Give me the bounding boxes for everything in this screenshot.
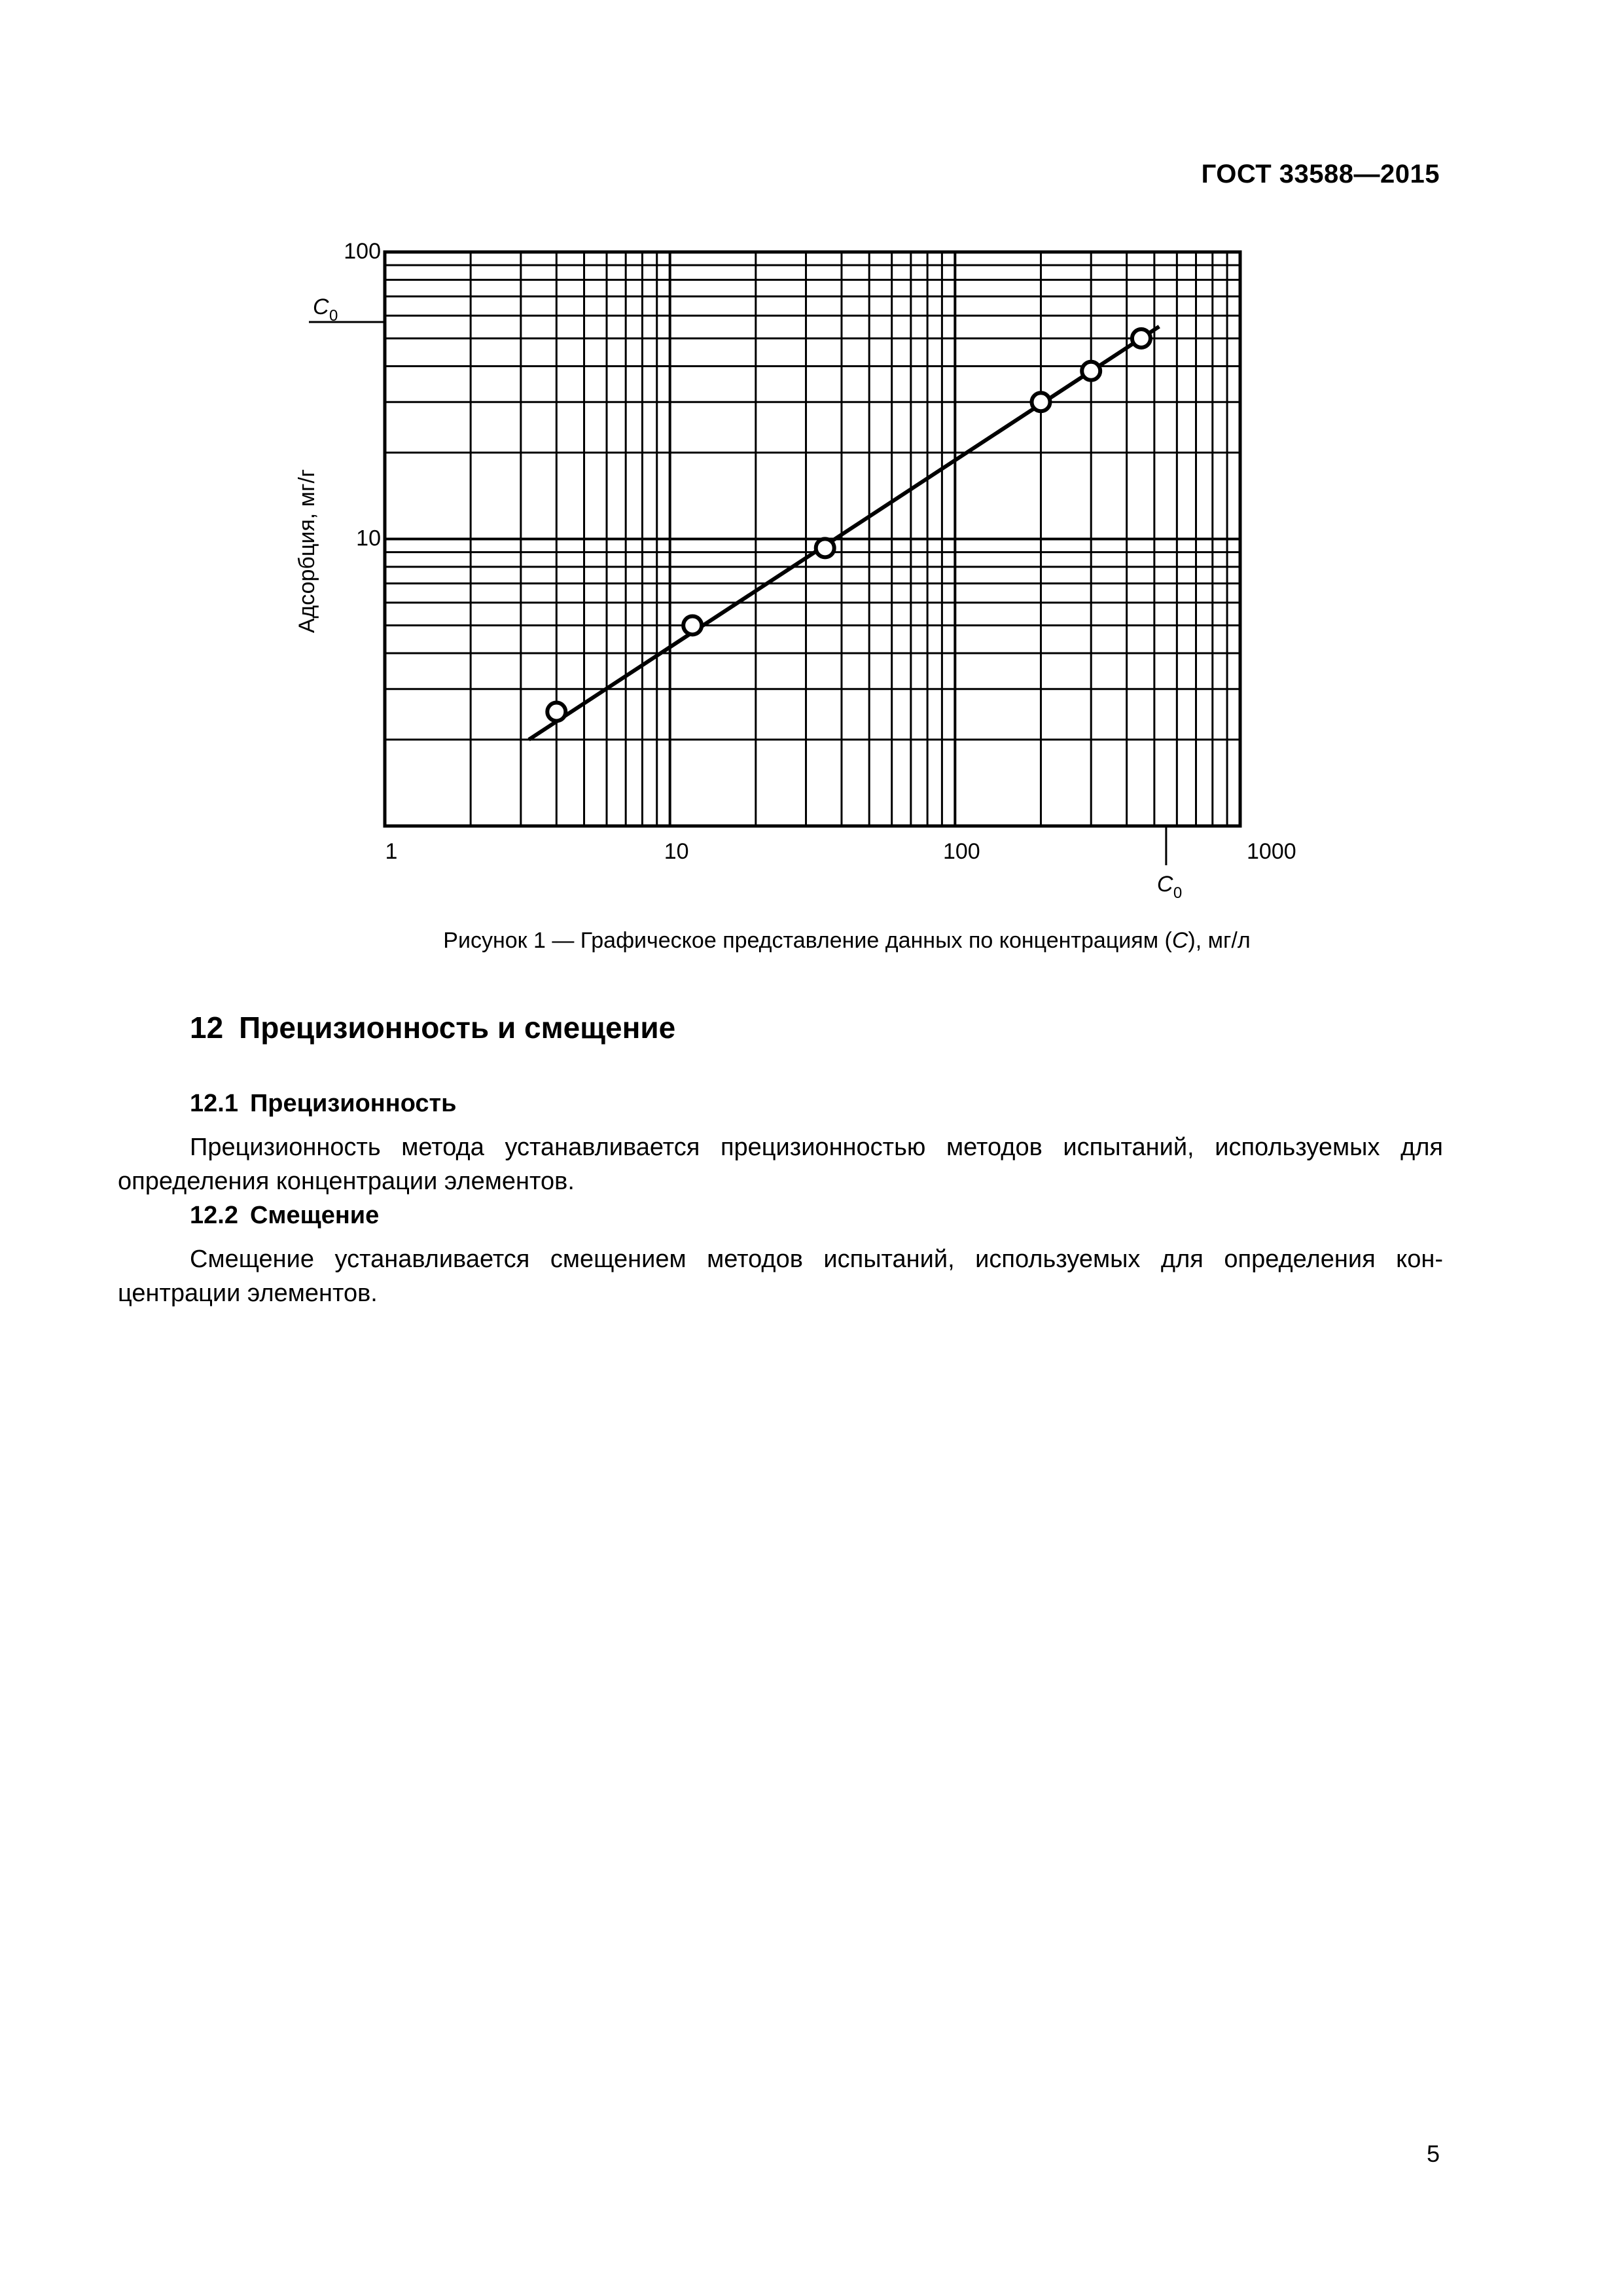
x-tick-label: 100 <box>942 839 980 864</box>
y-tick-label: 100 <box>344 239 381 264</box>
section-12-2-paragraph: Смещение устанавливается смещением методов испытаний, используемых для определения концентрации элементов. <box>118 1246 1443 1307</box>
c0-y-subscript: 0 <box>329 307 338 325</box>
c0-y-label: C <box>313 295 329 320</box>
data-points <box>547 329 1150 721</box>
x-tick-label: 10 <box>664 839 689 864</box>
y-tick-label: 10 <box>356 526 381 551</box>
caption-suffix: ), мг/л <box>1188 928 1251 953</box>
adsorption-chart <box>0 0 1623 916</box>
fit-line-group <box>529 327 1159 740</box>
data-point <box>1132 329 1150 348</box>
c0-x-label: C <box>1156 872 1173 897</box>
data-point <box>1082 362 1100 380</box>
section-12-2-number: 12.2 <box>190 1202 238 1229</box>
c0-x-subscript: 0 <box>1173 884 1183 902</box>
fit-line <box>529 327 1159 740</box>
page-number: 5 <box>1426 2140 1440 2167</box>
section-12-1-title: Прецизионность <box>249 1090 457 1117</box>
section-12-1-heading <box>190 1090 457 1118</box>
x-tick-label: 1 <box>385 839 398 864</box>
document-id-header: ГОСТ 33588—2015 <box>1201 160 1440 188</box>
chart-grid <box>385 252 1240 826</box>
figure-caption <box>0 928 1623 954</box>
data-point <box>683 617 702 635</box>
section-12-2-title: Смещение <box>249 1202 380 1229</box>
section-12-title: Прецизионность и смещение <box>239 1011 676 1045</box>
x-tick-label: 1000 <box>1247 839 1296 864</box>
data-point <box>816 539 834 557</box>
data-point <box>1031 393 1050 411</box>
section-12-1-paragraph: Прецизионность метода устанавливается прецизионностью методов испытаний, используемых для определения концентрации элементов. <box>118 1134 1443 1195</box>
caption-symbol: C <box>1171 928 1188 953</box>
section-12-1-number: 12.1 <box>190 1090 238 1117</box>
section-12-2-heading <box>190 1202 379 1230</box>
section-12-number: 12 <box>190 1011 224 1045</box>
y-axis-label: Адсорбция, мг/г <box>294 469 319 634</box>
data-point <box>547 703 565 721</box>
section-12-heading <box>190 1010 675 1045</box>
caption-prefix: Рисунок 1 — Графическое представление данных по концентрациям ( <box>443 928 1172 953</box>
